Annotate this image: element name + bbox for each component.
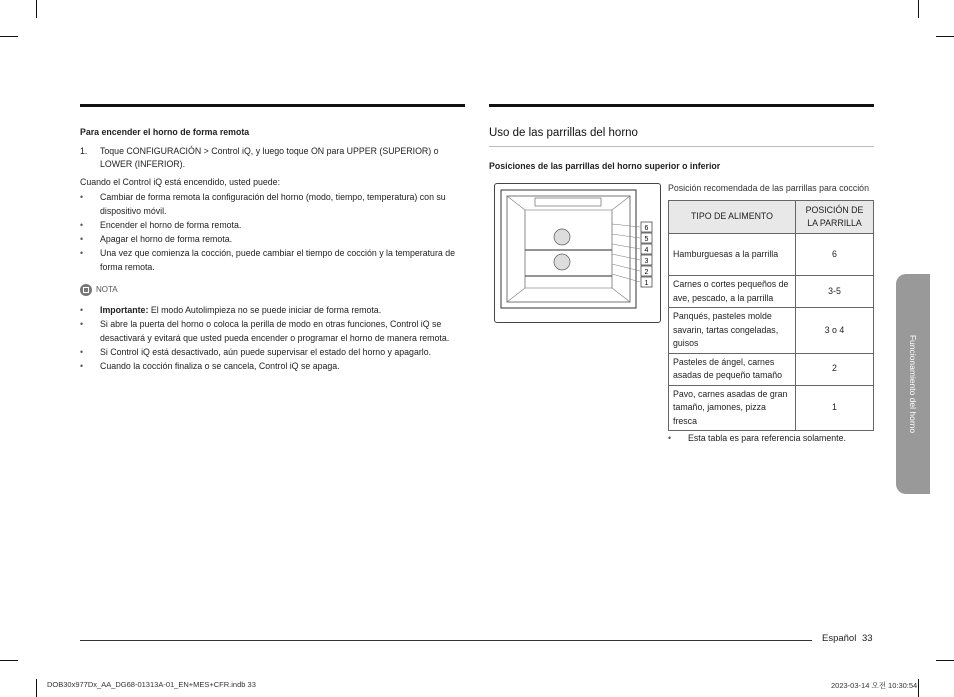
note-icon [80, 284, 92, 296]
table-row [669, 353, 874, 385]
note-header [80, 283, 465, 297]
svg-text:2: 2 [644, 269, 649, 276]
bullet: • [80, 220, 84, 231]
footer-language: Español [822, 633, 857, 644]
table-row [669, 234, 874, 276]
list-item [80, 191, 465, 218]
note-item-text: Si abre la puerta del horno o coloca la perilla de modo en otras funciones, Control iQ se desactivará y evitará que usted pueda encender o programar el horno de manera remota. [100, 319, 450, 343]
note-item [80, 304, 465, 318]
position-cell: 6 [796, 234, 874, 276]
top-rule-right [489, 104, 874, 107]
note-item-text [100, 304, 381, 318]
header-rack-position: POSICIÓN DE LA PARRILLA [796, 201, 874, 234]
note-item-text: Cuando la cocción finaliza o se cancela, Control iQ se apaga. [100, 360, 340, 371]
list-item-text: Una vez que comienza la cocción, puede cambiar el tiempo de cocción y la temperatura de forma remota. [100, 248, 456, 272]
footer-rule [80, 640, 812, 641]
food-cell: Pavo, carnes asadas de gran tamaño, jamones, pizza fresca [669, 385, 796, 431]
table-caption: Posición recomendada de las parrillas para cocción [668, 183, 869, 193]
crop-mark [918, 679, 919, 697]
bullet: • [668, 433, 672, 443]
position-cell: 2 [796, 353, 874, 385]
list-item-text: Apagar el horno de forma remota. [100, 234, 233, 245]
note-item-text: Si Control iQ está desactivado, aún puede supervisar el estado del horno y apagarlo. [100, 346, 432, 357]
list-item [80, 219, 465, 233]
bullet: • [80, 248, 84, 259]
step-text: Toque CONFIGURACIÓN > Control iQ, y luego toque ON para UPPER (SUPERIOR) o LOWER (INFERIOR). [100, 145, 439, 170]
crop-mark [36, 0, 37, 18]
header-food-type: TIPO DE ALIMENTO [669, 201, 796, 234]
important-text: El modo Autolimpieza no se puede iniciar de forma remota. [148, 305, 382, 316]
table-row [669, 385, 874, 431]
oven-rack-illustration [494, 183, 661, 323]
food-cell: Pasteles de ángel, carnes asadas de pequeño tamaño [669, 353, 796, 385]
print-slug-date: 2023-03-14 오전 10:30:54 [831, 681, 918, 690]
rack-label [641, 233, 652, 243]
food-cell: Hamburguesas a la parrilla [669, 234, 796, 276]
position-cell: 3 o 4 [796, 308, 874, 354]
table-note-text: Esta tabla es para referencia solamente. [688, 433, 846, 443]
table-header-row [669, 201, 874, 234]
section-title: Uso de las parrillas del horno [489, 127, 638, 139]
svg-text:6: 6 [644, 225, 649, 232]
intro-text: Cuando el Control iQ está encendido, usted puede: [80, 176, 281, 187]
rack-label [641, 255, 652, 265]
table-note [668, 433, 846, 443]
crop-mark [0, 36, 18, 37]
list-item-text: Cambiar de forma remota la configuración del horno (modo, tiempo, temperatura) con su dispositivo móvil. [100, 192, 446, 216]
chapter-side-tab-label: Funcionamiento del horno [908, 334, 918, 434]
rack-label [641, 277, 652, 287]
food-cell: Panqués, pasteles molde savarin, tartas congeladas, guisos [669, 308, 796, 354]
crop-mark [0, 660, 18, 661]
section-heading: Para encender el horno de forma remota [80, 127, 250, 137]
note-item [80, 360, 465, 374]
title-underline [489, 146, 874, 147]
svg-text:3: 3 [644, 258, 649, 265]
important-label: Importante: [100, 305, 149, 316]
crop-mark [936, 36, 954, 37]
page-number: 33 [862, 633, 873, 644]
bullet: • [80, 234, 84, 245]
crop-mark [936, 660, 954, 661]
bullet: • [80, 319, 84, 330]
numbered-step [80, 145, 465, 172]
note-item [80, 346, 465, 360]
svg-text:1: 1 [644, 280, 649, 287]
table-row [669, 308, 874, 354]
rack-label [641, 266, 652, 276]
top-rule-left [80, 104, 465, 107]
position-cell: 3-5 [796, 276, 874, 308]
table-row [669, 276, 874, 308]
bullet: • [80, 346, 84, 357]
list-item [80, 247, 465, 274]
rack-position-table [668, 200, 874, 431]
bullet: • [80, 360, 84, 371]
note-label: NOTA [96, 285, 118, 295]
food-cell: Carnes o cortes pequeños de ave, pescado, a la parrilla [669, 276, 796, 308]
oven-diagram [495, 184, 660, 322]
left-column [80, 126, 465, 374]
position-cell: 1 [796, 385, 874, 431]
print-slug-file: DOB30x977Dx_AA_DG68-01313A-01_EN+MES+CFR.indb 33 [47, 680, 256, 689]
bullet: • [80, 305, 84, 316]
svg-text:5: 5 [644, 236, 649, 243]
note-item [80, 318, 465, 345]
crop-mark [918, 0, 919, 18]
bullet: • [80, 192, 84, 203]
list-item [80, 233, 465, 247]
rack-label [641, 222, 652, 232]
section-subtitle: Posiciones de las parrillas del horno superior o inferior [489, 161, 721, 171]
step-number: 1. [80, 145, 88, 156]
chapter-side-tab [896, 274, 930, 494]
svg-text:4: 4 [644, 247, 649, 254]
list-item-text: Encender el horno de forma remota. [100, 220, 242, 231]
rack-label [641, 244, 652, 254]
crop-mark [36, 679, 37, 697]
